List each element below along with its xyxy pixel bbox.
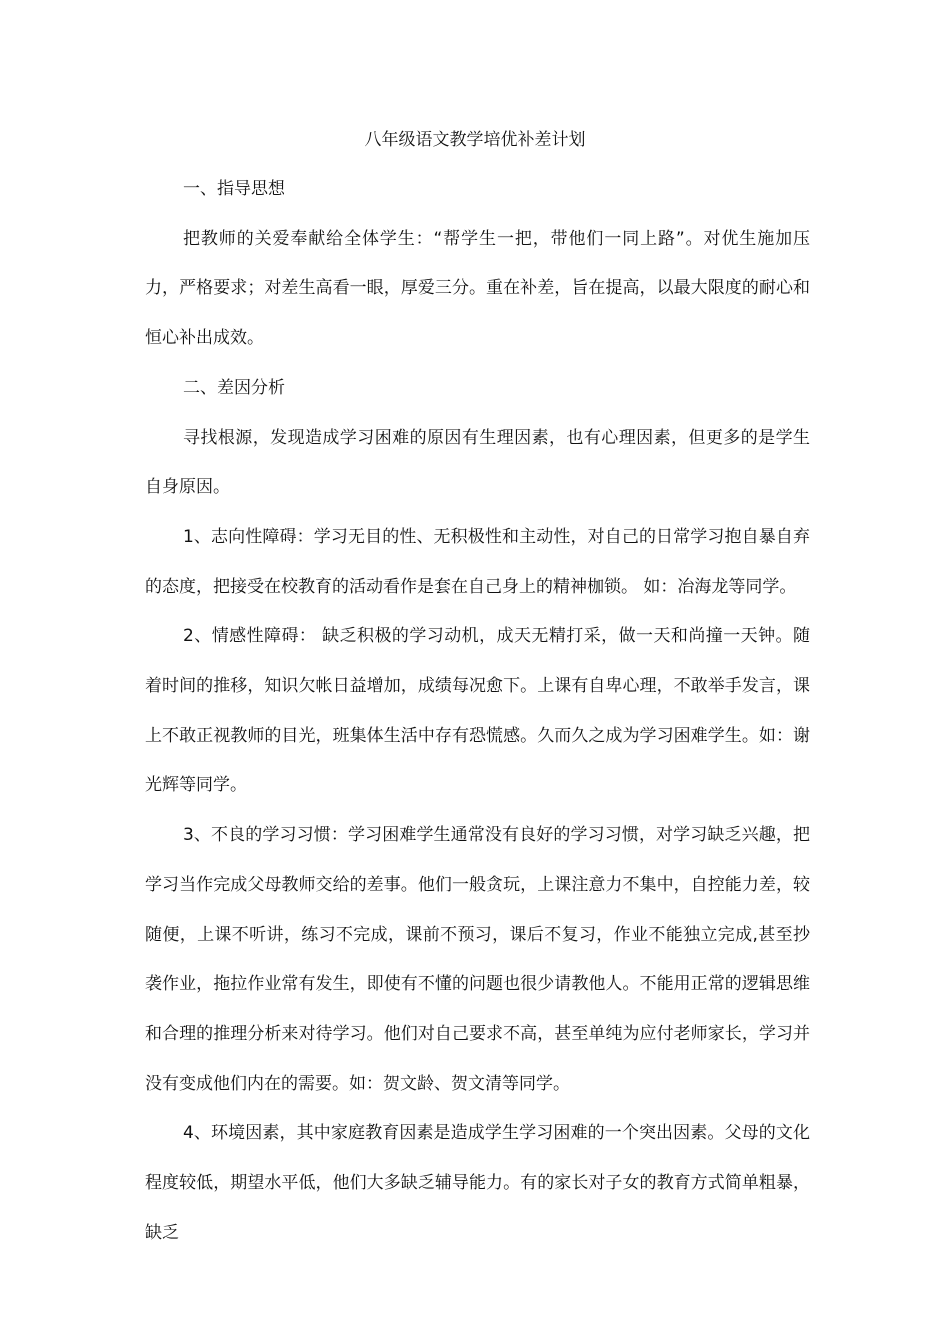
document-body <box>145 165 810 1258</box>
document-title: 八年级语文教学培优补差计划 <box>364 130 586 150</box>
paragraph-cause-4: 4、环境因素，其中家庭教育因素是造成学生学习困难的一个突出因素。父母的文化程度较低，期望水平低，他们大多缺乏辅导能力。有的家长对子女的教育方式简单粗暴，缺乏 <box>145 1123 810 1243</box>
paragraph-cause-intro: 寻找根源，发现造成学习困难的原因有生理因素，也有心理因素，但更多的是学生自身原因。 <box>145 427 810 498</box>
paragraph-cause-1: 1、志向性障碍：学习无目的性、无积极性和主动性，对自己的日常学习抱自暴自弃的态度，把接受在校教育的活动看作是套在自己身上的精神枷锁。 如：冶海龙等同学。 <box>145 526 810 597</box>
paragraph-cause-2: 2、情感性障碍： 缺乏积极的学习动机，成天无精打采，做一天和尚撞一天钟。随着时间的推移，知识欠帐日益增加，成绩每况愈下。上课有自卑心理，不敢举手发言，课上不敢正视教师的目光，班集体生活中存有恐慌感。久而久之成为学习困难学生。如：谢光辉等同学。 <box>145 626 810 796</box>
paragraph-cause-3: 3、不良的学习习惯：学习困难学生通常没有良好的学习习惯，对学习缺乏兴趣，把学习当作完成父母教师交给的差事。他们一般贪玩，上课注意力不集中，自控能力差，较随便，上课不听讲，练习不完成，课前不预习，课后不复习，作业不能独立完成,甚至抄袭作业，拖拉作业常有发生，即使有不懂的问题也很少请教他人。不能用正常的逻辑思维和合理的推理分析来对待学习。他们对自己要求不高，甚至单纯为应付老师家长，学习并没有变成他们内在的需要。如：贺文龄、贺文清等同学。 <box>145 825 810 1094</box>
section-heading-guiding-idea: 一、指导思想 <box>183 179 285 199</box>
paragraph-guiding-idea: 把教师的关爱奉献给全体学生：“帮学生一把，带他们一同上路”。对优生施加压力，严格要求；对差生高看一眼，厚爱三分。重在补差，旨在提高，以最大限度的耐心和恒心补出成效。 <box>145 228 810 349</box>
section-heading-cause-analysis: 二、差因分析 <box>183 377 285 398</box>
